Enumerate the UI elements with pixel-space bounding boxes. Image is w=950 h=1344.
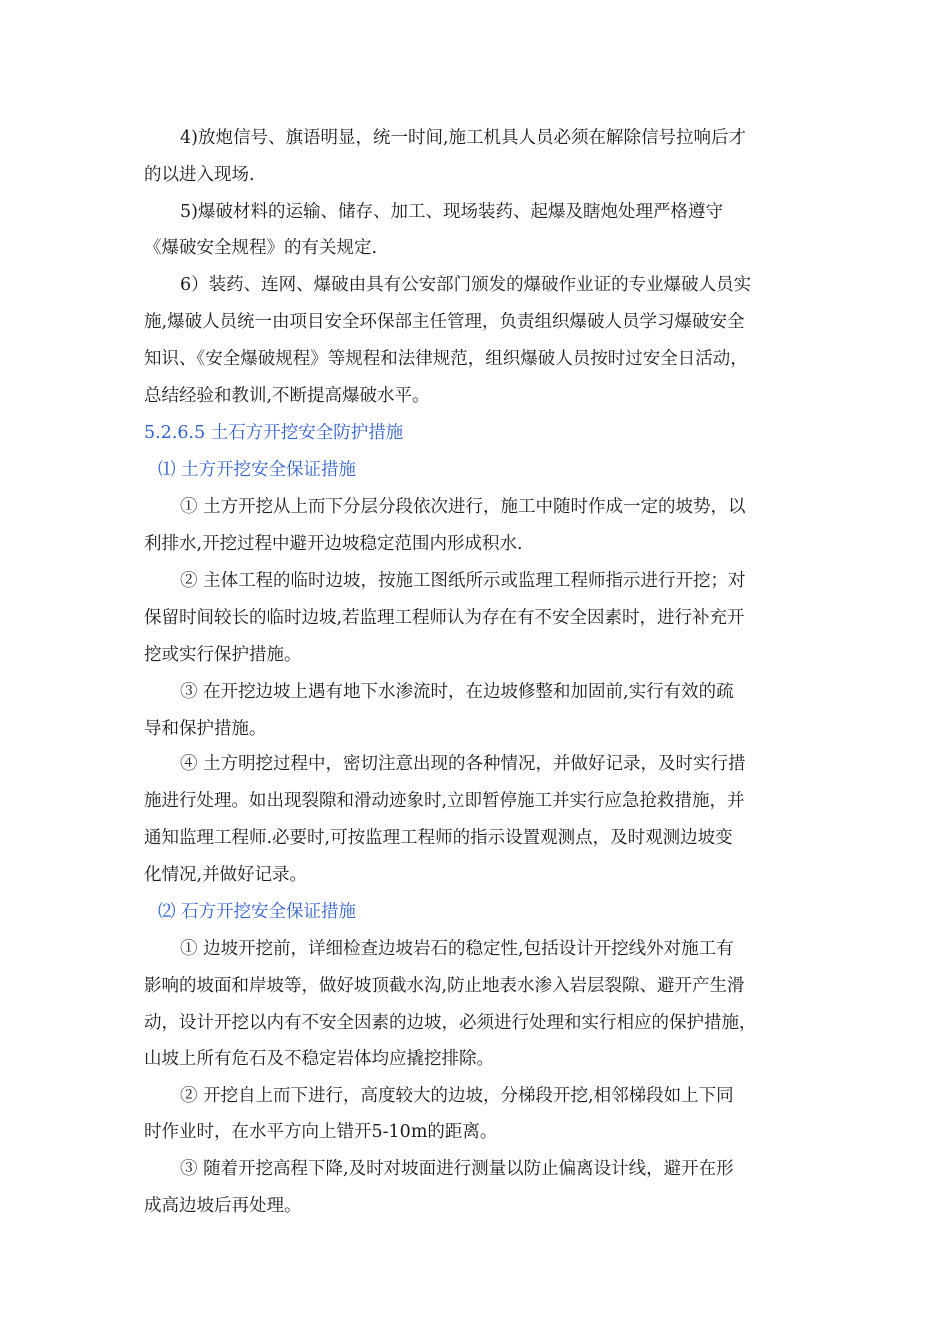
paragraph-line: 知识、《安全爆破规程》等规程和法律规范，组织爆破人员按时过安全日活动， (144, 349, 748, 369)
paragraph-line: 4)放炮信号、旗语明显，统一时间,施工机具人员必须在解除信号拉响后才 (180, 128, 747, 148)
paragraph-line: 的以进入现场. (144, 165, 255, 185)
paragraph-line: ② 开挖自上而下进行，高度较大的边坡，分梯段开挖,相邻梯段如上下同 (180, 1086, 734, 1106)
paragraph-line: 影响的坡面和岸坡等，做好坡顶截水沟,防止地表水渗入岩层裂隙、避开产生滑 (144, 976, 745, 996)
paragraph-line: 动，设计开挖以内有不安全因素的边坡，必须进行处理和实行相应的保护措施， (144, 1013, 757, 1033)
paragraph-line: 保留时间较长的临时边坡,若监理工程师认为存在有不安全因素时，进行补充开 (144, 608, 745, 628)
section-heading: 5.2.6.5 土石方开挖安全防护措施 (144, 423, 404, 443)
paragraph-line: 6）装药、连网、爆破由具有公安部门颁发的爆破作业证的专业爆破人员实 (180, 275, 752, 295)
paragraph-line: 利排水,开挖过程中避开边坡稳定范围内形成积水. (144, 534, 523, 554)
paragraph-line: 《爆破安全规程》的有关规定. (144, 238, 378, 258)
paragraph-line: 施,爆破人员统一由项目安全环保部主任管理，负责组织爆破人员学习爆破安全 (144, 312, 745, 332)
paragraph-line: 成高边坡后再处理。 (144, 1196, 302, 1216)
paragraph-line: 时作业时，在水平方向上错开5-10m的距离。 (144, 1122, 498, 1142)
paragraph-line: ① 边坡开挖前，详细检查边坡岩石的稳定性,包括设计开挖线外对施工有 (180, 939, 734, 959)
paragraph-line: ④ 土方明挖过程中，密切注意出现的各种情况，并做好记录，及时实行措 (180, 754, 746, 774)
subsection-heading: ⑴ 土方开挖安全保证措施 (158, 460, 357, 480)
paragraph-line: 化情况,并做好记录。 (144, 865, 308, 885)
paragraph-line: ③ 在开挖边坡上遇有地下水渗流时，在边坡修整和加固前,实行有效的疏 (180, 682, 734, 702)
paragraph-line: ③ 随着开挖高程下降,及时对坡面进行测量以防止偏离设计线，避开在形 (180, 1159, 734, 1179)
paragraph-line: 总结经验和教训,不断提高爆破水平。 (144, 386, 430, 406)
paragraph-line: ① 土方开挖从上而下分层分段依次进行，施工中随时作成一定的坡势，以 (180, 497, 746, 517)
paragraph-line: 5)爆破材料的运输、储存、加工、现场装药、起爆及瞎炮处理严格遵守 (180, 202, 723, 222)
paragraph-line: 施进行处理。如出现裂隙和滑动迹象时,立即暂停施工并实行应急抢救措施，并 (144, 791, 745, 811)
paragraph-line: 山坡上所有危石及不稳定岩体均应撬挖排除。 (144, 1049, 494, 1069)
paragraph-line: 导和保护措施。 (144, 719, 267, 739)
paragraph-line: ② 主体工程的临时边坡，按施工图纸所示或监理工程师指示进行开挖；对 (180, 571, 746, 591)
paragraph-line: 通知监理工程师.必要时,可按监理工程师的指示设置观测点，及时观测边坡变 (144, 828, 733, 848)
paragraph-line: 挖或实行保护措施。 (144, 645, 302, 665)
subsection-heading: ⑵ 石方开挖安全保证措施 (158, 902, 357, 922)
